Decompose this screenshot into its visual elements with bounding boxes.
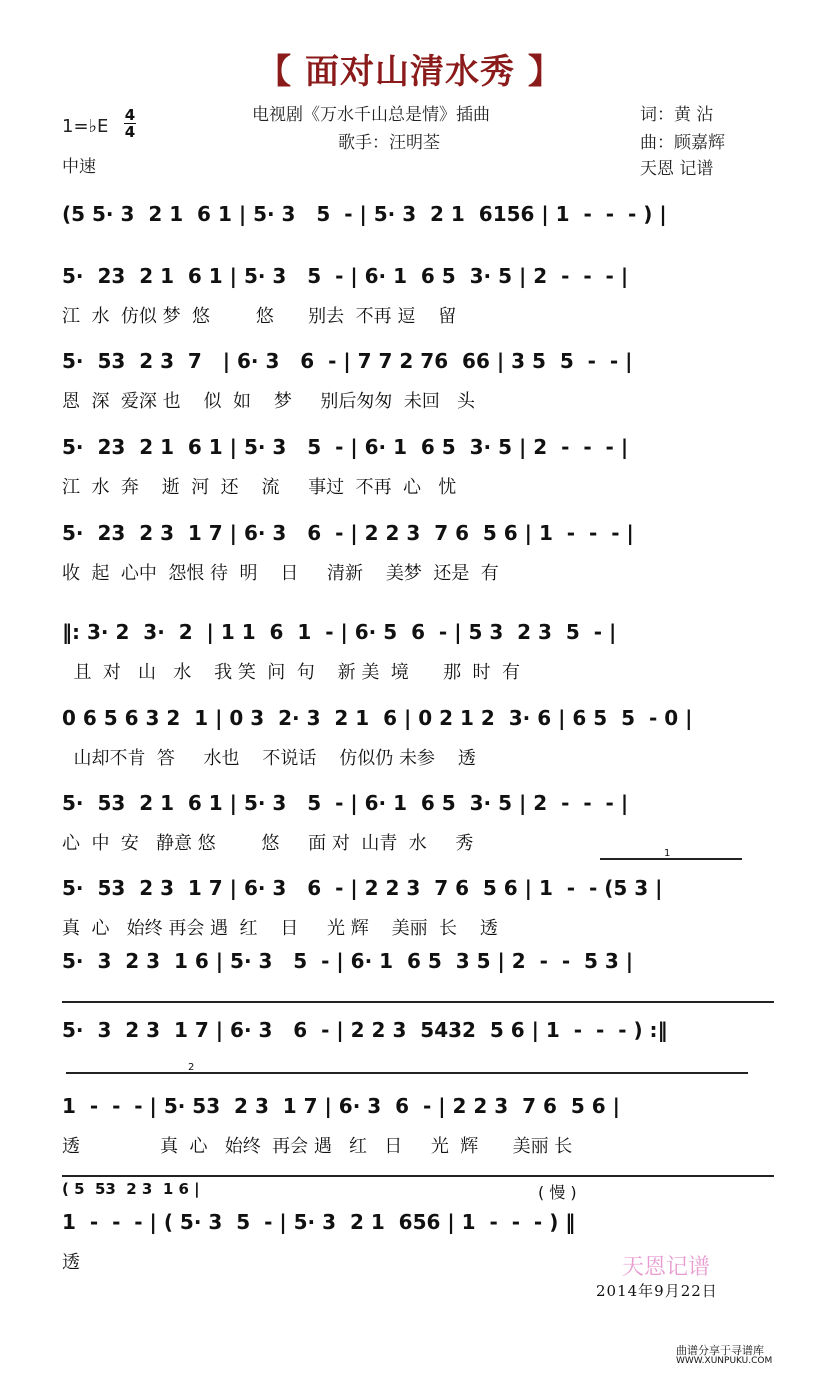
lyric: 收 起 心中 怨恨 待 明 日 清新 美梦 还是 有: [62, 563, 499, 584]
notes: ( 5 53 2 3 1 6 |: [62, 1180, 200, 1198]
time-signature: [124, 107, 136, 140]
lyric: 且 对 山 水 我 笑 问 句 新 美 境 那 时 有: [62, 662, 520, 683]
score-line-8: [62, 791, 762, 861]
system-divider-2: [62, 1175, 774, 1177]
lyricist: 词：黄 沾: [640, 105, 714, 125]
score-line-5: [62, 521, 762, 591]
score-line-1: [62, 202, 762, 262]
score-line-3: [62, 349, 762, 419]
time-top: 4: [124, 106, 136, 124]
lyric: 江 水 仿似 梦 悠 悠 别去 不再 逗 留: [62, 306, 457, 327]
footer-source: 曲谱分享于寻谱库: [676, 1344, 764, 1357]
subtitle: 电视剧《万水千山总是情》插曲: [252, 105, 490, 125]
notes: 0 6 5 6 3 2 1 | 0 3 2· 3 2 1 6 | 0 2 1 2 3· 6 | 6 5 5 - 0 |: [62, 706, 693, 730]
system-divider: [62, 1001, 774, 1003]
date: 2014年9月22日: [596, 1282, 718, 1300]
key-signature: 1=♭E: [62, 116, 109, 137]
notes: 5· 23 2 3 1 7 | 6· 3 6 - | 2 2 3 7 6 5 6 | 1 - - - |: [62, 521, 634, 545]
score-line-4: [62, 435, 762, 505]
footer-url: WWW.XUNPUKU.COM: [676, 1356, 773, 1366]
lyric: 心 中 安 静意 悠 悠 面 对 山青 水 秀: [62, 833, 474, 854]
lyric: 恩 深 爱深 也 似 如 梦 别后匆匆 未回 头: [62, 391, 476, 412]
transcriber-stamp: 天恩记谱: [622, 1255, 711, 1280]
lyric: 江 水 奔 逝 河 还 流 事过 不再 心 忧: [62, 477, 457, 498]
notes: 5· 53 2 1 6 1 | 5· 3 5 - | 6· 1 6 5 3· 5 | 2 - - - |: [62, 791, 629, 815]
notes: 1 - - - | ( 5· 3 5 - | 5· 3 2 1 656 | 1 - - - ) ‖: [62, 1210, 576, 1234]
lyric: 真 心 始终 再会 遇 红 日 光 辉 美丽 长 透: [62, 918, 498, 939]
tempo-slow-marking: ( 慢 ): [538, 1183, 577, 1202]
volta-1-bracket: [600, 848, 742, 860]
volta-2-number: 2: [188, 1062, 195, 1073]
tempo: 中速: [62, 157, 96, 177]
score-line-11: [62, 1018, 762, 1058]
notes: 5· 53 2 3 7 | 6· 3 6 - | 7 7 2 76 66 | 3 5 5 - - |: [62, 349, 633, 373]
notes: 5· 3 2 3 1 7 | 6· 3 6 - | 2 2 3 5432 5 6 | 1 - - - ) :‖: [62, 1018, 668, 1042]
notes: 5· 3 2 3 1 6 | 5· 3 5 - | 6· 1 6 5 3 5 | 2 - - 5 3 |: [62, 949, 634, 973]
score-line-10: [62, 949, 762, 989]
singer: 歌手：汪明荃: [338, 133, 440, 153]
transcriber: 天恩 记谱: [640, 159, 714, 179]
notes: 5· 23 2 1 6 1 | 5· 3 5 - | 6· 1 6 5 3· 5 | 2 - - - |: [62, 435, 629, 459]
score-line-2: [62, 264, 762, 334]
notes: 1 - - - | 5· 53 2 3 1 7 | 6· 3 6 - | 2 2 3 7 6 5 6 |: [62, 1094, 620, 1118]
lyric: 透: [62, 1252, 80, 1273]
score-line-7: [62, 706, 762, 776]
notes: 5· 23 2 1 6 1 | 5· 3 5 - | 6· 1 6 5 3· 5 | 2 - - - |: [62, 264, 629, 288]
volta-1-number: 1: [664, 848, 671, 859]
score-line-12: [62, 1094, 762, 1164]
notes: ‖: 3· 2 3· 2 | 1 1 6 1 - | 6· 5 6 - | 5 3 2 3 5 - |: [62, 620, 617, 644]
lyric: 透 真 心 始终 再会 遇 红 日 光 辉 美丽 长: [62, 1136, 573, 1157]
lyric: 山却不肯 答 水也 不说话 仿似仍 未参 透: [62, 748, 476, 769]
composer: 曲：顾嘉辉: [640, 133, 725, 153]
song-title: 【 面对山清水秀 】: [257, 52, 563, 92]
score-line-9: [62, 876, 762, 946]
notes: (5 5· 3 2 1 6 1 | 5· 3 5 - | 5· 3 2 1 6156 | 1 - - - ) |: [62, 202, 667, 226]
notes: 5· 53 2 3 1 7 | 6· 3 6 - | 2 2 3 7 6 5 6 | 1 - - (5 3 |: [62, 876, 663, 900]
score-line-6: [62, 620, 762, 690]
score-line-13: [62, 1180, 762, 1206]
time-bottom: 4: [124, 123, 136, 141]
volta-2-bracket: [66, 1062, 748, 1074]
